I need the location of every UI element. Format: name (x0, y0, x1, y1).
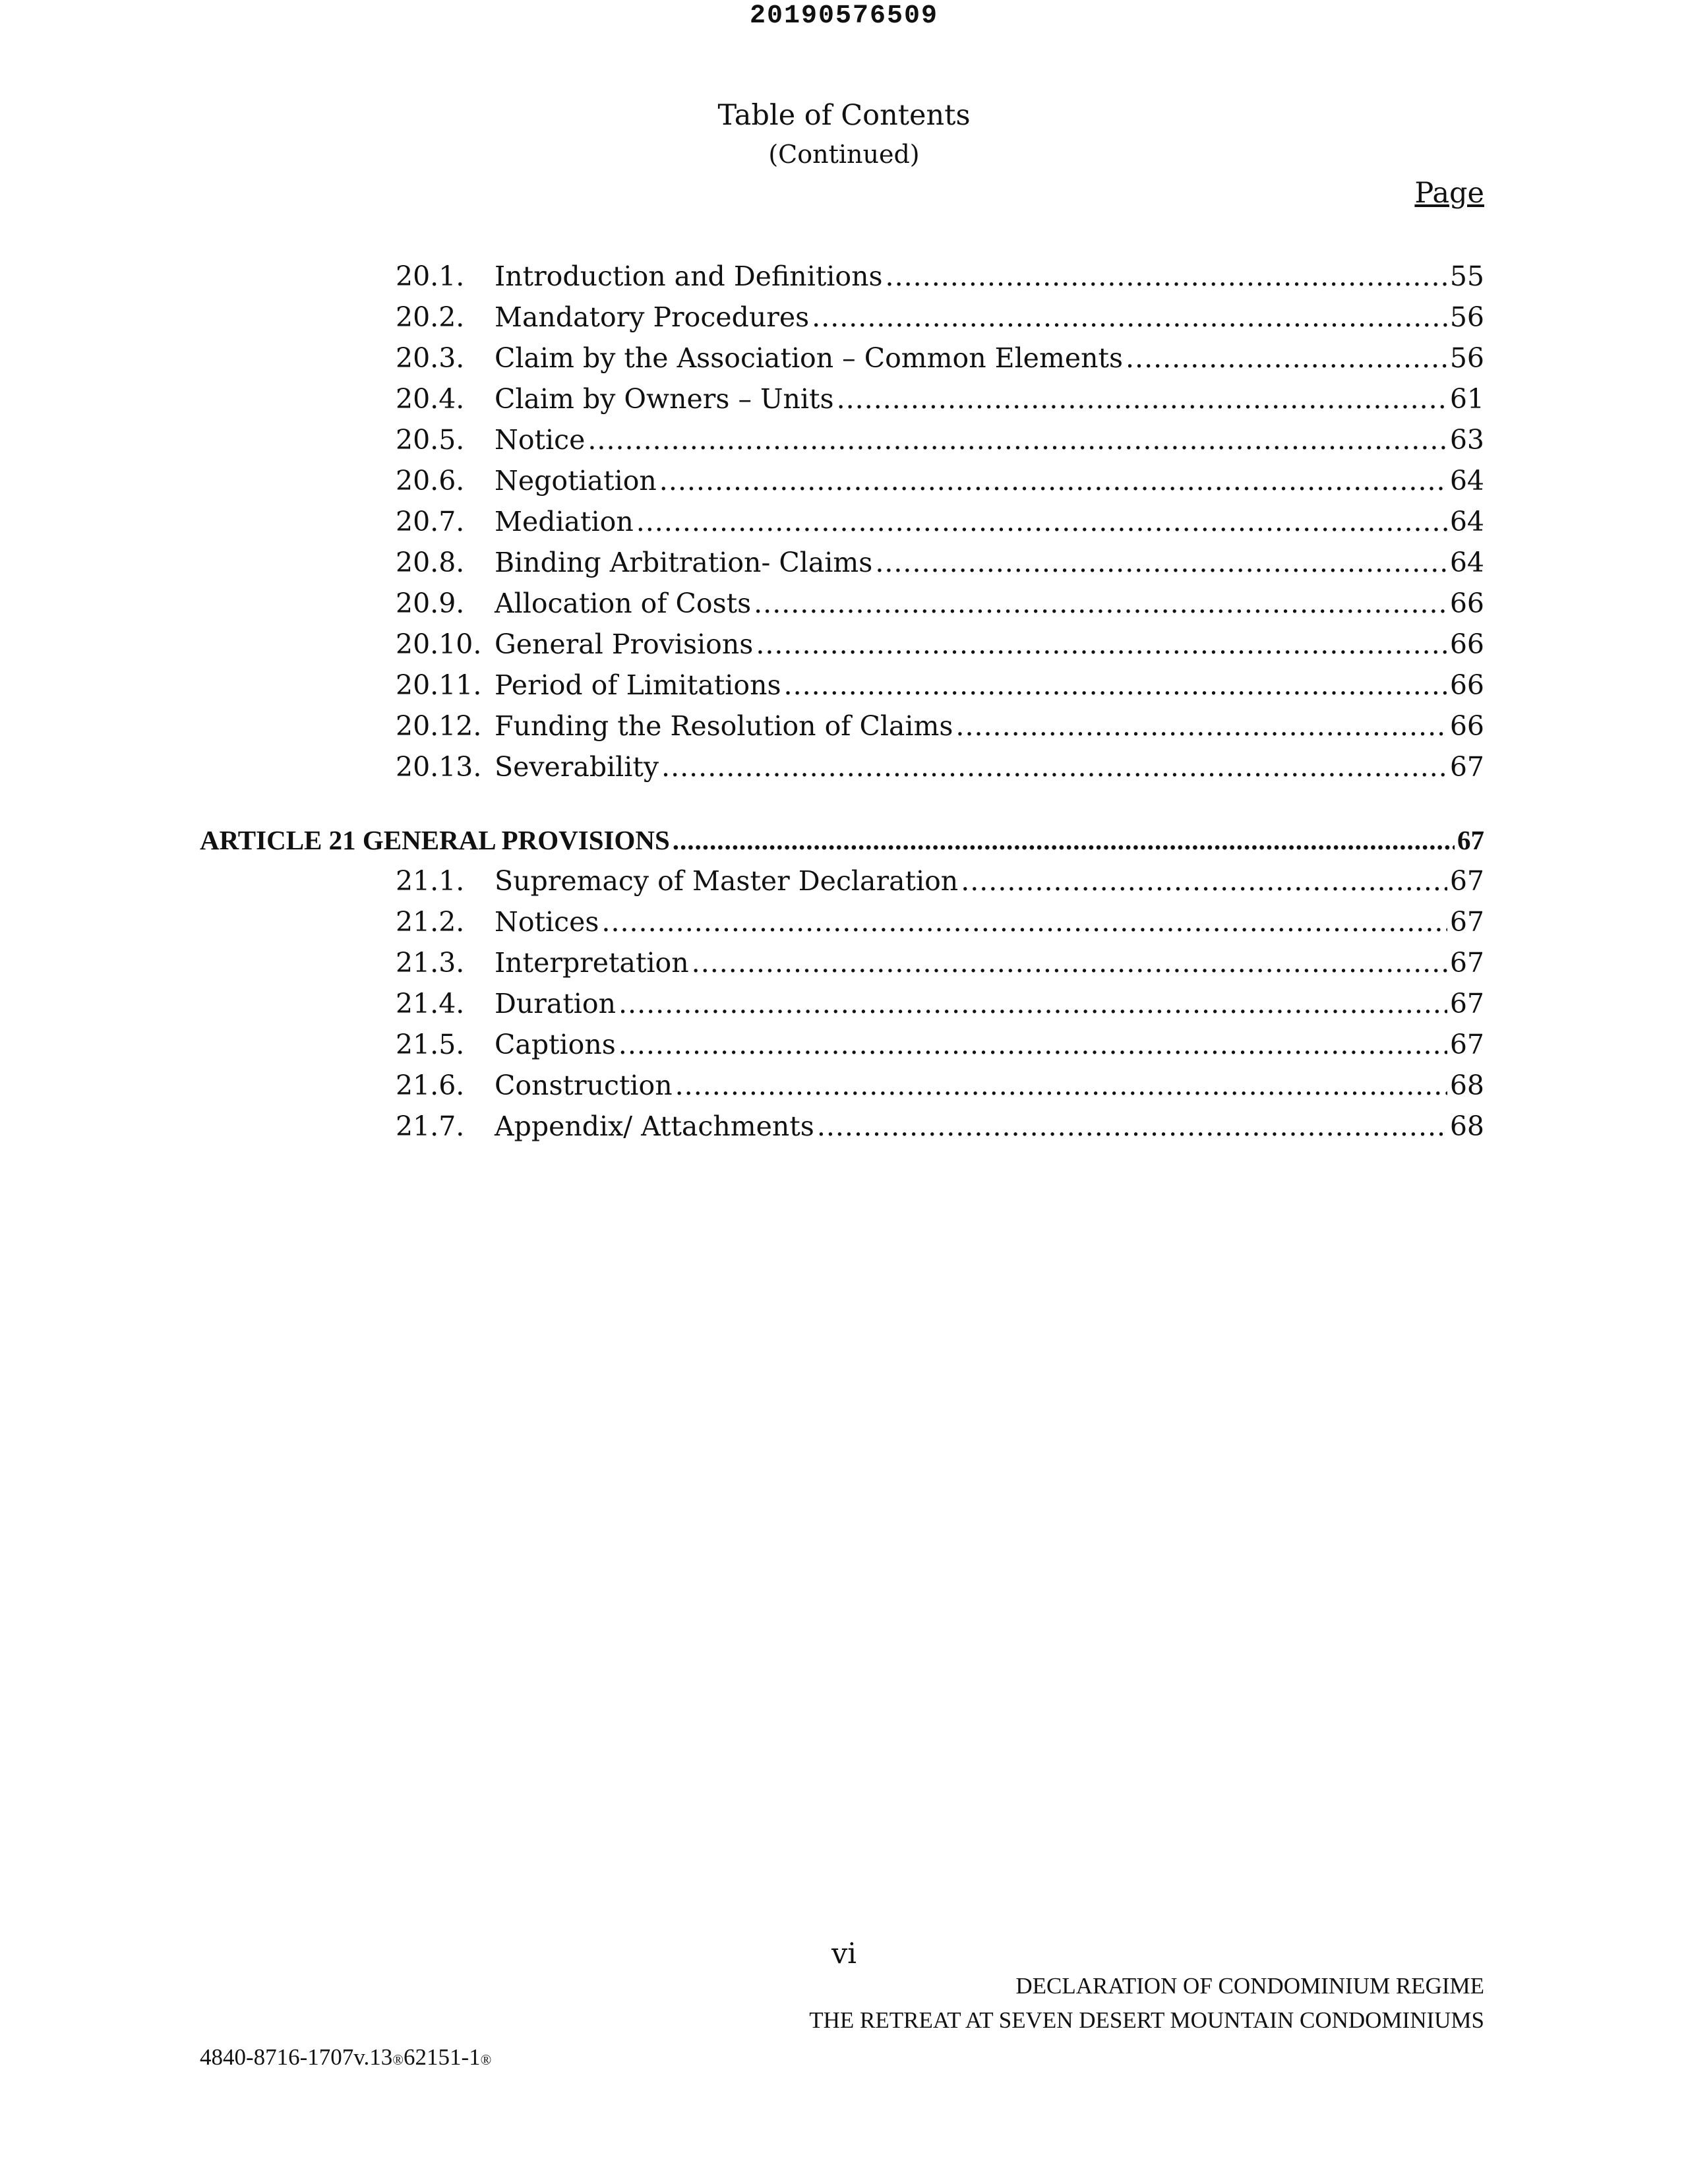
toc-entry-page: 67 (1449, 865, 1484, 897)
toc-entry[interactable] (396, 628, 1484, 669)
toc-entry-label: Supremacy of Master Declaration (495, 865, 959, 897)
toc-entry-number: 20.11. (396, 669, 482, 701)
toc-entry[interactable] (396, 465, 1484, 506)
dot-leader (875, 547, 1447, 578)
toc-entry-page: 64 (1449, 547, 1484, 578)
toc-subtitle: (Continued) (768, 140, 920, 169)
dot-leader (588, 424, 1447, 456)
toc-entry-number: 21.1. (396, 865, 465, 897)
toc-entry-number: 20.3. (396, 342, 465, 374)
dot-leader (601, 906, 1447, 938)
toc-entry[interactable] (396, 1070, 1484, 1110)
toc-entry[interactable] (396, 865, 1484, 906)
toc-article-page: 67 (1457, 825, 1484, 855)
recording-number: 20190576509 (749, 1, 939, 31)
dot-leader (754, 588, 1447, 619)
toc-entry-number: 20.10. (396, 628, 482, 660)
toc-entry[interactable] (396, 947, 1484, 988)
dot-leader (692, 947, 1447, 979)
document-id-mark: ® (480, 2051, 492, 2068)
dot-leader (955, 710, 1447, 742)
dot-leader (661, 751, 1447, 783)
toc-entry-page: 55 (1449, 260, 1484, 292)
toc-entry-number: 20.1. (396, 260, 465, 292)
dot-leader (636, 506, 1447, 537)
toc-entry-label: Construction (495, 1070, 673, 1101)
toc-entry-page: 56 (1449, 301, 1484, 333)
toc-entry[interactable] (396, 588, 1484, 628)
toc-entry-number: 20.5. (396, 424, 465, 456)
document-id-part-a: 4840-8716-1707v.13 (200, 2044, 393, 2070)
toc-entry[interactable] (396, 710, 1484, 751)
toc-entry-number: 20.9. (396, 588, 465, 619)
toc-entry-number: 21.2. (396, 906, 465, 938)
dot-leader (673, 824, 1455, 856)
toc-entry[interactable] (396, 260, 1484, 301)
toc-entry-label: Mandatory Procedures (495, 301, 810, 333)
toc-entry-label: Binding Arbitration- Claims (495, 547, 873, 578)
toc-article-label: ARTICLE 21 GENERAL PROVISIONS (200, 825, 670, 855)
document-id-part-b: 62151-1 (404, 2044, 481, 2070)
footer-title-line-2: THE RETREAT AT SEVEN DESERT MOUNTAIN CONDOMINIUMS (809, 2007, 1484, 2033)
toc-entry[interactable] (396, 751, 1484, 792)
dot-leader (817, 1110, 1447, 1142)
toc-entry-label: Funding the Resolution of Claims (495, 710, 953, 742)
toc-entry-label: Duration (495, 988, 616, 1019)
toc-entry-page: 66 (1449, 628, 1484, 660)
toc-entry-label: Notice (495, 424, 586, 456)
toc-entry-number: 20.8. (396, 547, 465, 578)
document-id (200, 2044, 491, 2071)
toc-entry[interactable] (396, 301, 1484, 342)
toc-entry-label: Mediation (495, 506, 634, 537)
dot-leader (675, 1070, 1447, 1101)
footer-title-line-1: DECLARATION OF CONDOMINIUM REGIME (1015, 1973, 1484, 1999)
toc-entry-number: 20.12. (396, 710, 482, 742)
toc-entry[interactable] (396, 506, 1484, 547)
toc-entry-page: 61 (1449, 383, 1484, 415)
dot-leader (618, 1029, 1447, 1060)
toc-entry-number: 20.2. (396, 301, 465, 333)
footer-page-number: vi (831, 1937, 857, 1970)
toc-entry-page: 67 (1449, 988, 1484, 1019)
toc-entry-page: 66 (1449, 710, 1484, 742)
toc-entry-label: Claim by the Association – Common Elements (495, 342, 1124, 374)
toc-entry-label: Interpretation (495, 947, 689, 979)
toc-entry-page: 67 (1449, 1029, 1484, 1060)
toc-entry-label: Captions (495, 1029, 616, 1060)
toc-entry-number: 20.4. (396, 383, 465, 415)
dot-leader (756, 628, 1447, 660)
toc-entry-page: 64 (1449, 465, 1484, 497)
toc-entry[interactable] (396, 906, 1484, 947)
toc-entry-number: 20.13. (396, 751, 482, 783)
toc-entry[interactable] (396, 383, 1484, 424)
toc-entry-label: Allocation of Costs (495, 588, 752, 619)
toc-entry-page: 67 (1449, 947, 1484, 979)
toc-entry-number: 21.5. (396, 1029, 465, 1060)
dot-leader (886, 260, 1447, 292)
toc-entry[interactable] (396, 988, 1484, 1029)
toc-entry-number: 21.6. (396, 1070, 465, 1101)
toc-entry[interactable] (396, 1029, 1484, 1070)
toc-title: Table of Contents (717, 99, 971, 132)
toc-entry[interactable] (396, 669, 1484, 710)
toc-entry-page: 56 (1449, 342, 1484, 374)
dot-leader (961, 865, 1447, 897)
dot-leader (784, 669, 1447, 701)
toc-entry-page: 68 (1449, 1070, 1484, 1101)
dot-leader (812, 301, 1447, 333)
dot-leader (618, 988, 1447, 1019)
toc-entry-page: 67 (1449, 751, 1484, 783)
toc-entry-number: 20.6. (396, 465, 465, 497)
toc-entry[interactable] (396, 424, 1484, 465)
toc-article-heading[interactable] (200, 824, 1484, 865)
page-column-header: Page (1414, 177, 1484, 210)
toc-entry-label: Appendix/ Attachments (495, 1110, 814, 1142)
document-id-mark: ® (392, 2051, 404, 2068)
toc-entry-label: Notices (495, 906, 599, 938)
toc-entry-number: 21.7. (396, 1110, 465, 1142)
dot-leader (837, 383, 1447, 415)
toc-entry-page: 67 (1449, 906, 1484, 938)
toc-entry[interactable] (396, 342, 1484, 383)
toc-entry-page: 66 (1449, 669, 1484, 701)
toc-entry-page: 68 (1449, 1110, 1484, 1142)
toc-entry[interactable] (396, 1110, 1484, 1151)
toc-entry-label: General Provisions (495, 628, 754, 660)
toc-entry-number: 21.4. (396, 988, 465, 1019)
toc-entry-page: 64 (1449, 506, 1484, 537)
toc-entry-label: Claim by Owners – Units (495, 383, 834, 415)
toc-entry[interactable] (396, 547, 1484, 588)
toc-entry-label: Period of Limitations (495, 669, 781, 701)
toc-entry-number: 20.7. (396, 506, 465, 537)
toc-entry-page: 66 (1449, 588, 1484, 619)
dot-leader (1126, 342, 1447, 374)
toc-entry-label: Negotiation (495, 465, 657, 497)
dot-leader (659, 465, 1447, 497)
toc-entry-page: 63 (1449, 424, 1484, 456)
toc-entry-number: 21.3. (396, 947, 465, 979)
toc-entry-label: Introduction and Definitions (495, 260, 883, 292)
toc-entry-label: Severability (495, 751, 659, 783)
